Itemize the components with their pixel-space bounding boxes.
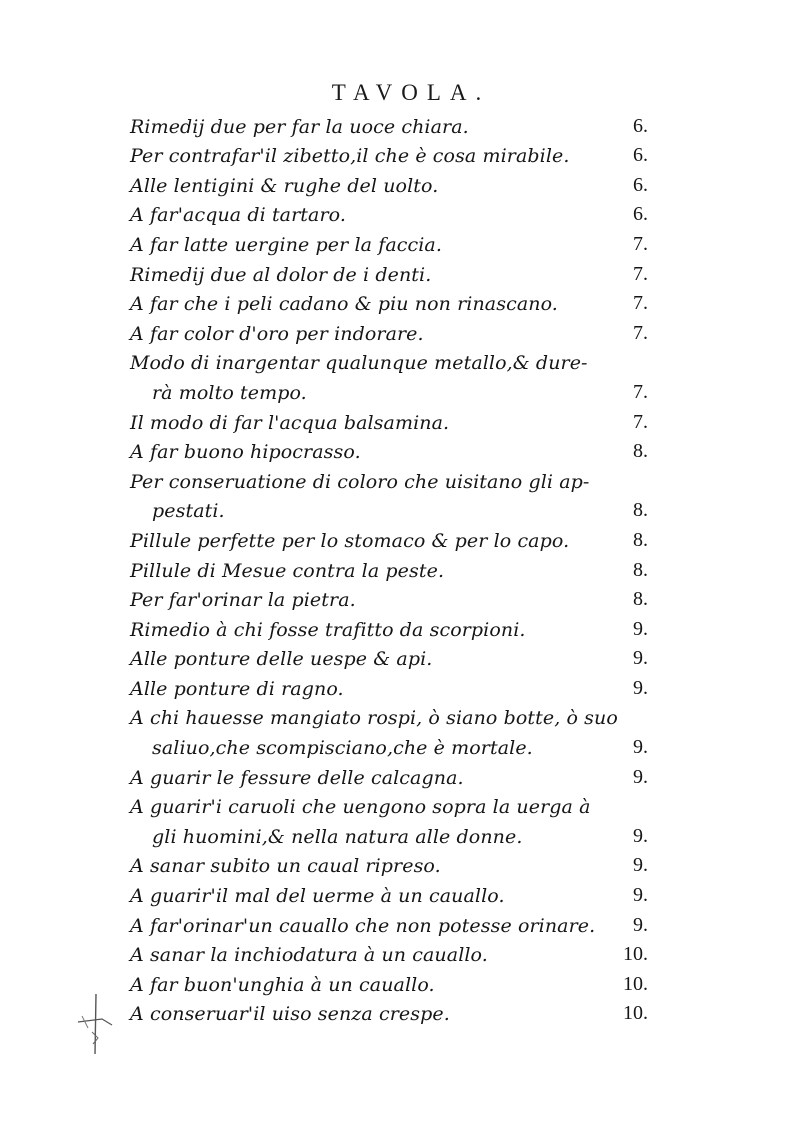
toc-entry [0, 528, 800, 558]
toc-page-number: 6. [633, 203, 648, 226]
toc-entry-line [0, 469, 800, 499]
toc-entry-text: pestati. [152, 500, 225, 523]
toc-entry [0, 617, 800, 647]
toc-page-number: 8. [633, 528, 648, 551]
toc-entry-line [0, 203, 800, 233]
toc-page-number: 7. [633, 292, 648, 315]
toc-entry-text: A guarir le fessure delle calcagna. [130, 766, 464, 789]
toc-page-number: 9. [633, 854, 648, 877]
toc-entry [0, 588, 800, 618]
toc-entry-text: Per far'orinar la pietra. [130, 589, 356, 612]
toc-page-number: 9. [633, 617, 648, 640]
toc-entry-line [0, 943, 800, 973]
toc-entry-line [0, 262, 800, 292]
toc-page-number: 9. [633, 676, 648, 699]
table-of-contents [0, 114, 800, 1031]
toc-entry [0, 173, 800, 203]
toc-page-number: 7. [633, 410, 648, 433]
toc-entry-text: Per contrafar'il zibetto,il che è cosa mirabile. [130, 145, 570, 168]
toc-entry-continuation-line [0, 824, 800, 854]
toc-entry-text: A far'orinar'un cauallo che non potesse orinare. [130, 914, 596, 937]
toc-entry-text: Il modo di far l'acqua balsamina. [130, 411, 450, 434]
toc-entry [0, 854, 800, 884]
toc-entry-text: A far latte uergine per la faccia. [130, 233, 442, 256]
toc-entry [0, 972, 800, 1002]
toc-entry [0, 795, 800, 854]
toc-entry-text: Pillule perfette per lo stomaco & per lo capo. [130, 529, 570, 552]
toc-entry-text: A chi hauesse mangiato rospi, ò siano botte, ò suo [130, 707, 618, 730]
toc-entry [0, 203, 800, 233]
toc-entry [0, 558, 800, 588]
toc-entry [0, 469, 800, 528]
toc-entry-line [0, 114, 800, 144]
toc-entry-line [0, 144, 800, 174]
toc-page-number: 7. [633, 380, 648, 403]
toc-page-number: 6. [633, 114, 648, 137]
toc-entry-continuation-line [0, 735, 800, 765]
toc-entry-text: A far buon'unghia à un cauallo. [130, 973, 435, 996]
toc-entry-line [0, 292, 800, 322]
toc-entry-text: Rimedij due al dolor de i denti. [130, 263, 432, 286]
toc-entry [0, 351, 800, 410]
toc-entry-text: gli huomini,& nella natura alle donne. [152, 825, 523, 848]
toc-entry-text: Per conseruatione di coloro che uisitano gli ap- [130, 470, 590, 493]
toc-entry-text: Alle ponture di ragno. [130, 677, 344, 700]
toc-entry-line [0, 883, 800, 913]
toc-page-number: 8. [633, 440, 648, 463]
toc-page-number: 8. [633, 499, 648, 522]
toc-entry-line [0, 913, 800, 943]
toc-entry [0, 144, 800, 174]
toc-entry-text: A sanar la inchiodatura à un cauallo. [130, 944, 488, 967]
toc-entry-text: Modo di inargentar qualunque metallo,& dure- [130, 352, 588, 375]
toc-entry [0, 943, 800, 973]
toc-entry [0, 647, 800, 677]
toc-entry-text: Rimedij due per far la uoce chiara. [130, 115, 469, 138]
toc-entry-line [0, 321, 800, 351]
toc-entry-line [0, 232, 800, 262]
toc-entry-continuation-line [0, 380, 800, 410]
toc-page-number: 10. [623, 943, 648, 966]
toc-entry-continuation-line [0, 499, 800, 529]
page-title: TAVOLA. [331, 80, 491, 105]
toc-entry-text: A far'acqua di tartaro. [130, 204, 346, 227]
toc-page-number: 7. [633, 321, 648, 344]
toc-entry-text: rà molto tempo. [152, 381, 307, 404]
toc-entry-line [0, 440, 800, 470]
toc-page-number: 6. [633, 173, 648, 196]
toc-entry [0, 410, 800, 440]
toc-entry [0, 765, 800, 795]
toc-entry [0, 114, 800, 144]
toc-entry-line [0, 972, 800, 1002]
toc-page-number: 9. [633, 647, 648, 670]
toc-entry-text: A guarir'i caruoli che uengono sopra la uerga à [130, 796, 591, 819]
toc-entry-line [0, 647, 800, 677]
toc-page-number: 9. [633, 884, 648, 907]
toc-entry-text: saliuo,che scompisciano,che è mortale. [152, 737, 533, 760]
toc-entry-text: Pillule di Mesue contra la peste. [130, 559, 445, 582]
toc-entry [0, 883, 800, 913]
toc-entry-text: A far buono hipocrasso. [130, 441, 361, 464]
toc-page-number: 6. [633, 144, 648, 167]
toc-page-number: 7. [633, 232, 648, 255]
toc-page-number: 7. [633, 262, 648, 285]
toc-page-number: 8. [633, 588, 648, 611]
toc-entry-line [0, 854, 800, 884]
toc-entry-text: A sanar subito un caual ripreso. [130, 855, 441, 878]
toc-entry [0, 321, 800, 351]
toc-page-number: 9. [633, 913, 648, 936]
toc-page-number: 9. [633, 765, 648, 788]
toc-entry [0, 262, 800, 292]
toc-entry-text: A far che i peli cadano & piu non rinascano. [130, 293, 558, 316]
toc-entry-text: Rimedio à chi fosse trafitto da scorpioni. [130, 618, 526, 641]
toc-entry-line [0, 558, 800, 588]
toc-entry-line [0, 588, 800, 618]
toc-entry [0, 706, 800, 765]
toc-entry [0, 676, 800, 706]
toc-page-number: 9. [633, 736, 648, 759]
toc-entry-text: A guarir'il mal del uerme à un cauallo. [130, 885, 505, 908]
toc-entry [0, 913, 800, 943]
toc-entry-line [0, 676, 800, 706]
toc-page-number: 10. [623, 972, 648, 995]
toc-entry-line [0, 617, 800, 647]
toc-page-number: 8. [633, 558, 648, 581]
toc-entry-text: Alle lentigini & rughe del uolto. [130, 174, 439, 197]
toc-entry-text: Alle ponture delle uespe & api. [130, 648, 433, 671]
toc-entry-line [0, 410, 800, 440]
toc-entry-text: A far color d'oro per indorare. [130, 322, 424, 345]
ink-mark [72, 992, 118, 1056]
toc-entry-line [0, 795, 800, 825]
toc-entry-text: A conseruar'il uiso senza crespe. [130, 1003, 450, 1026]
toc-entry-line [0, 528, 800, 558]
toc-entry-line [0, 351, 800, 381]
toc-entry-line [0, 1002, 800, 1032]
toc-entry [0, 440, 800, 470]
toc-entry [0, 232, 800, 262]
toc-entry-line [0, 765, 800, 795]
toc-entry [0, 1002, 800, 1032]
toc-page-number: 10. [623, 1002, 648, 1025]
toc-page-number: 9. [633, 824, 648, 847]
toc-entry-line [0, 173, 800, 203]
toc-entry [0, 292, 800, 322]
toc-entry-line [0, 706, 800, 736]
